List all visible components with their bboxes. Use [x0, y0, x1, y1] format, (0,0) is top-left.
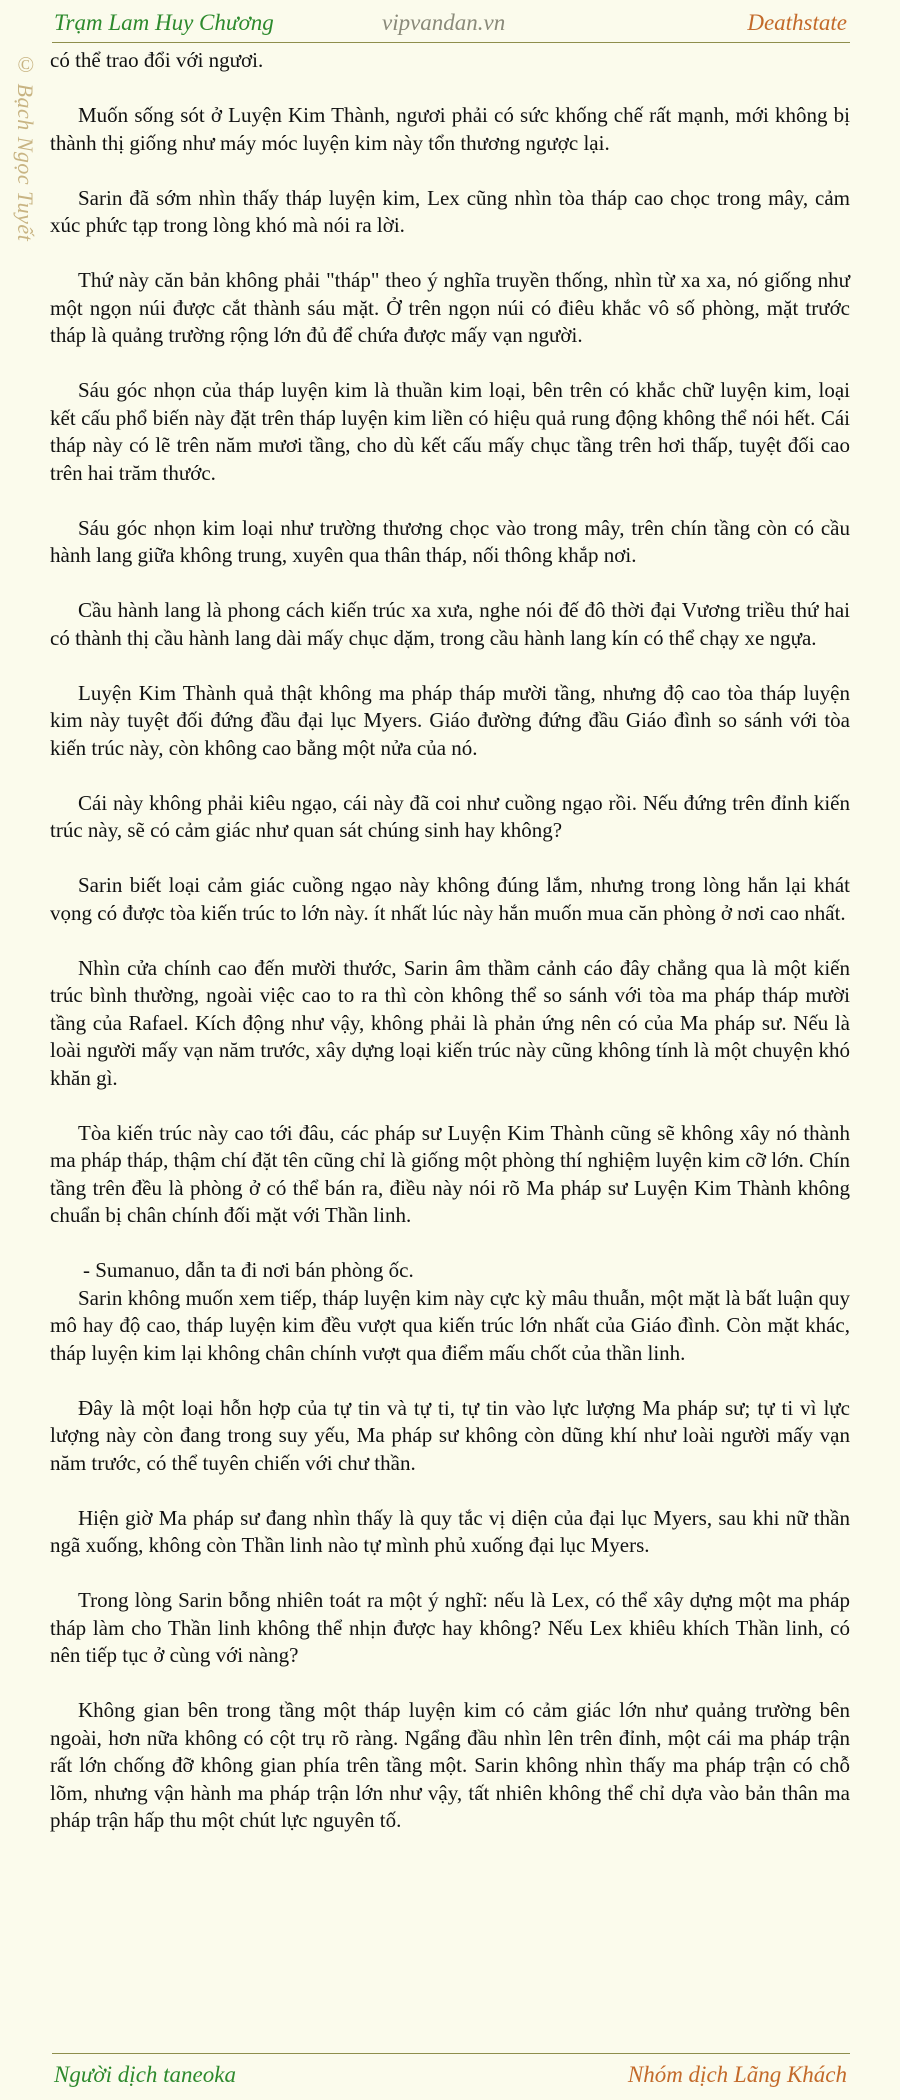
page-footer — [52, 2053, 850, 2094]
paragraph: Sáu góc nhọn của tháp luyện kim là thuần kim loại, bên trên có khắc chữ luyện kim, loại kết cấu phổ biến này đặt trên tháp luyện kim liền có hiệu quả rung động không thể nói hết. Cái tháp này có lẽ trên năm mươi tầng, cho dù kết cấu mấy chục tầng trên hơi thấp, tuyệt đối cao trên hai trăm thước. — [50, 378, 850, 485]
paragraph: Sáu góc nhọn kim loại như trường thương chọc vào trong mây, trên chín tầng còn có cầu hành lang giữa không trung, xuyên qua thân tháp, nối thông khắp nơi. — [50, 515, 850, 567]
paragraph: Tòa kiến trúc này cao tới đâu, các pháp sư Luyện Kim Thành cũng sẽ không xây nó thành ma pháp tháp, thậm chí đặt tên cũng chỉ là giống một phòng thí nghiệm luyện kim cỡ lớn. Chín tầng trên đều là phòng ở có thể bán ra, điều này nói rõ Ma pháp sư Luyện Kim Thành không chuẩn bị chân chính đối mặt với Thần linh. — [50, 1120, 850, 1227]
chapter-body — [50, 47, 850, 1862]
paragraph: Sarin đã sớm nhìn thấy tháp luyện kim, Lex cũng nhìn tòa tháp cao chọc trong mây, cảm xúc phức tạp trong lòng khó mà nói ra lời. — [50, 185, 850, 237]
paragraph: Cầu hành lang là phong cách kiến trúc xa xưa, nghe nói đế đô thời đại Vương triều thứ hai có thành thị cầu hành lang dài mấy chục dặm, trong cầu hành lang kín có thể chạy xe ngựa. — [50, 598, 850, 650]
paragraph: Muốn sống sót ở Luyện Kim Thành, ngươi phải có sức khống chế rất mạnh, mới không bị thành thị giống như máy móc luyện kim này tổn thương ngược lại. — [50, 103, 850, 155]
paragraph: Sarin biết loại cảm giác cuồng ngạo này không đúng lắm, nhưng trong lòng hắn lại khát vọng có được tòa kiến trúc to lớn này. ít nhất lúc này hắn muốn mua căn phòng ở nơi cao nhất. — [50, 873, 850, 925]
paragraph: Trong lòng Sarin bỗng nhiên toát ra một ý nghĩ: nếu là Lex, có thể xây dựng một ma pháp tháp làm cho Thần linh không thể nhịn được hay không? Nếu Lex khiêu khích Thần linh, có nên tiếp tục ở cùng với nàng? — [50, 1588, 850, 1667]
paragraph: Luyện Kim Thành quả thật không ma pháp tháp mười tầng, nhưng độ cao tòa tháp luyện kim này tuyệt đối đứng đầu đại lục Myers. Giáo đường đứng đầu Giáo đình so sánh với tòa kiến trúc này, còn không cao bằng một nửa của nó. — [50, 680, 850, 760]
page-header — [52, 8, 850, 43]
paragraph: Nhìn cửa chính cao đến mười thước, Sarin âm thầm cảnh cáo đây chẳng qua là một kiến trúc bình thường, ngoài việc cao to ra thì còn không thể so sánh với tòa ma pháp tháp mười tầng của Rafael. Kích động như vậy, không phải là phản ứng nên có của Ma pháp sư. Nếu là loài người mấy vạn năm trước, xây dựng loại kiến trúc này cũng không tính là một chuyện khó khăn gì. — [50, 955, 850, 1090]
paragraph: có thể trao đổi với ngươi. — [50, 48, 264, 72]
header-site-name: vipvandan.vn — [382, 10, 506, 35]
footer-translator: Người dịch taneoka — [54, 2062, 236, 2087]
footer-translation-group: Nhóm dịch Lãng Khách — [627, 2062, 847, 2087]
paragraph: Sarin không muốn xem tiếp, tháp luyện kim này cực kỳ mâu thuẫn, một mặt là bất luận quy mô hay độ cao, tháp luyện kim đều vượt qua kiến trúc lớn nhất của Giáo đình. Còn mặt khác, tháp luyện kim lại không chân chính vượt qua điểm mấu chốt của thần linh. — [50, 1285, 850, 1365]
paragraph: Không gian bên trong tầng một tháp luyện kim có cảm giác lớn như quảng trường bên ngoài, hơn nữa không có cột trụ rõ ràng. Ngẩng đầu nhìn lên trên đỉnh, một cái ma pháp trận rất lớn chống đỡ không gian phía trên tầng một. Sarin không nhìn thấy ma pháp trận có chỗ lõm, nhưng vận hành ma pháp trận lớn như vậy, tất nhiên không thể chỉ dựa vào bản thân ma pháp trận hấp thu một chút lực nguyên tố. — [50, 1698, 850, 1832]
header-author-name: Deathstate — [747, 10, 847, 35]
copyright-watermark: © Bạch Ngọc Tuyết — [13, 52, 38, 242]
header-series-title: Trạm Lam Huy Chương — [54, 10, 274, 35]
dialogue-line: - Sumanuo, dẫn ta đi nơi bán phòng ốc. — [83, 1258, 414, 1282]
paragraph: Đây là một loại hỗn hợp của tự tin và tự ti, tự tin vào lực lượng Ma pháp sư; tự ti vì lực lượng này còn đang trong suy yếu, Ma pháp sư không còn dũng khí như loài người mấy vạn năm trước, có thể tuyên chiến với chư thần. — [50, 1395, 850, 1475]
paragraph: Thứ này căn bản không phải "tháp" theo ý nghĩa truyền thống, nhìn từ xa xa, nó giống như một ngọn núi được cắt thành sáu mặt. Ở trên ngọn núi có điêu khắc vô số phòng, mặt trước tháp là quảng trường rộng lớn đủ để chứa được mấy vạn người. — [50, 268, 850, 347]
paragraph: Cái này không phải kiêu ngạo, cái này đã coi như cuồng ngạo rồi. Nếu đứng trên đỉnh kiến trúc này, sẽ có cảm giác như quan sát chúng sinh hay không? — [50, 790, 850, 842]
paragraph: Hiện giờ Ma pháp sư đang nhìn thấy là quy tắc vị diện của đại lục Myers, sau khi nữ thần ngã xuống, không còn Thần linh nào tự mình phủ xuống đại lục Myers. — [50, 1505, 850, 1557]
